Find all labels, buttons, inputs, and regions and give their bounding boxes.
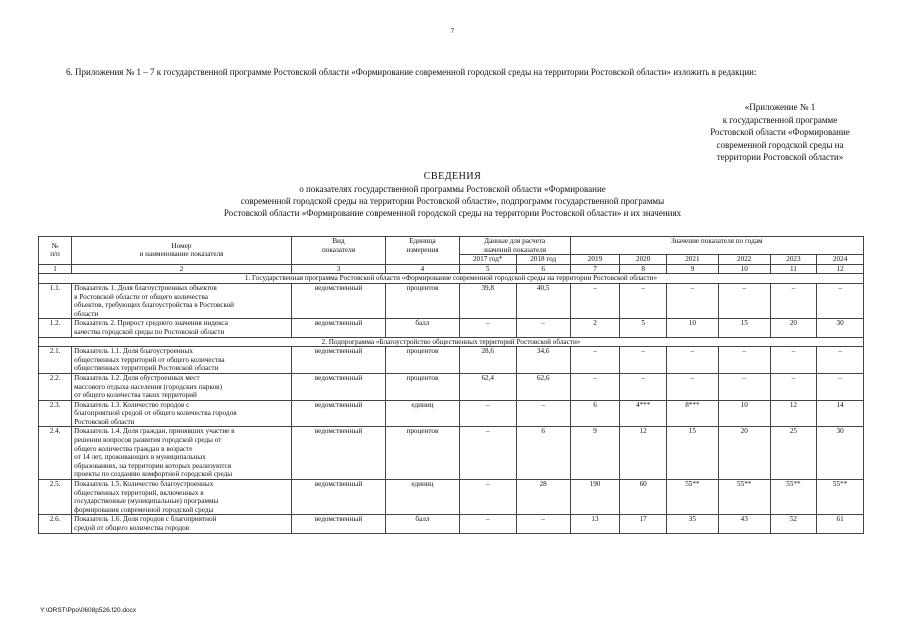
table-row [39,480,864,515]
value-cell: 10 [718,400,770,427]
indicator-type: ведомственный [291,373,385,400]
value-cell: – [570,347,620,374]
heading-title: СВЕДЕНИЯ [423,171,482,182]
value-cell: 60 [620,480,667,515]
column-number: 2 [72,264,292,274]
value-cell: 190 [570,480,620,515]
header-year: 2022 [718,255,770,265]
value-cell: 12 [620,427,667,480]
value-cell: 14 [817,400,864,427]
section-row [39,274,864,284]
value-cell: 55** [666,480,718,515]
value-cell: 6 [516,427,570,480]
footer-file-path: Y:\ORST\Ppo\0608p526.f20.docx [40,607,137,614]
measure-unit: процентов [386,427,460,480]
heading-line: о показателях государственной программы Ростовской области «Формирование [299,184,606,194]
indicator-name: Показатель 1.6. Доля городов с благоприятной средой от общего количества городов [72,515,292,533]
value-cell: 2 [570,319,620,337]
appendix-note-line: к государственной программе [722,114,838,125]
measure-unit: единиц [386,480,460,515]
value-cell: – [770,373,817,400]
value-cell: 61 [817,515,864,533]
indicator-type: ведомственный [291,480,385,515]
value-cell: 62,6 [516,373,570,400]
document-heading [0,171,905,219]
table-row [39,347,864,374]
value-cell: 8*** [666,400,718,427]
value-cell: – [570,373,620,400]
value-cell: – [570,283,620,318]
indicator-name: Показатель 1. Доля благоустроенных объектов в Ростовской области от общего количества объектов, требующих благоустройства в Ростовской области [72,283,292,318]
value-cell: – [770,347,817,374]
value-cell: 35 [666,515,718,533]
value-cell: – [620,347,667,374]
value-cell: 55** [817,480,864,515]
indicator-type: ведомственный [291,400,385,427]
header-year: 2023 [770,255,817,265]
value-cell: – [459,400,516,427]
value-cell: 15 [666,427,718,480]
value-cell: – [459,515,516,533]
value-cell: – [459,480,516,515]
value-cell: – [817,347,864,374]
value-cell: 55** [770,480,817,515]
indicator-name: Показатель 1.5. Количество благоустроенных общественных территорий, включенных в государственные (муниципальные) программы формирования современной городской среды [72,480,292,515]
row-number: 2.1. [39,347,72,374]
header-year: 2024 [817,255,864,265]
indicator-name: Показатель 1.2. Доля обустроенных мест массового отдыха населения (городских парков) от общего количества таких территорий [72,373,292,400]
column-number-row [39,264,864,274]
value-cell: 28,6 [459,347,516,374]
measure-unit: балл [386,319,460,337]
value-cell: 12 [770,400,817,427]
header-year: 2018 год [516,255,570,265]
table-row [39,400,864,427]
value-cell: – [817,283,864,318]
section-title: 2. Подпрограмма «Благоустройство общественных территорий Ростовской области» [39,337,864,347]
appendix-note-line: «Приложение № 1 [744,102,816,112]
intro-paragraph: 6. Приложения № 1 – 7 к государственной программе Ростовской области «Формирование современной городской среды на территории Ростовской области» изложить в редакции: [66,67,757,77]
indicator-name: Показатель 1.3. Количество городов с благоприятной средой от общего количества городов Ростовской области [72,400,292,427]
value-cell: 9 [570,427,620,480]
value-cell: 62,4 [459,373,516,400]
column-number: 5 [459,264,516,274]
value-cell: 6 [570,400,620,427]
value-cell: 25 [770,427,817,480]
row-number: 1.1. [39,283,72,318]
value-cell: 40,5 [516,283,570,318]
value-cell: – [817,373,864,400]
indicator-type: ведомственный [291,427,385,480]
column-number: 3 [291,264,385,274]
indicator-name: Показатель 1.4. Доля граждан, принявших участие в решении вопросов развития городской среды от общего количества граждан в возрасте от 14 лет, проживающих в муниципальных образованиях, на территории которых реализуются проекты по созданию комфортной городской среды [72,427,292,480]
value-cell: – [666,283,718,318]
measure-unit: процентов [386,373,460,400]
header-year: 2021 [666,255,718,265]
table-row [39,427,864,480]
value-cell: 39,8 [459,283,516,318]
value-cell: 13 [570,515,620,533]
value-cell: 30 [817,319,864,337]
column-number: 11 [770,264,817,274]
indicators-table [38,236,864,534]
header-name: Номер и наименование показателя [72,237,292,265]
value-cell: 10 [666,319,718,337]
measure-unit: единиц [386,400,460,427]
page-number: 7 [450,27,455,35]
indicator-type: ведомственный [291,283,385,318]
header-year: 2017 год* [459,255,516,265]
header-values-by-year: Значение показателя по годам [570,237,863,255]
value-cell: 55** [718,480,770,515]
value-cell: 5 [620,319,667,337]
header-year: 2020 [620,255,667,265]
appendix-note-line: современной городской среды на [716,139,844,150]
header-base-data: Данные для расчета значений показателя [459,237,570,255]
row-number: 2.6. [39,515,72,533]
value-cell: – [459,427,516,480]
table-row [39,373,864,400]
value-cell: 43 [718,515,770,533]
value-cell: – [718,283,770,318]
row-number: 2.3. [39,400,72,427]
column-number: 8 [620,264,667,274]
value-cell: 30 [817,427,864,480]
column-number: 10 [718,264,770,274]
indicator-name: Показатель 2. Прирост среднего значения индекса качества городской среды по Ростовской области [72,319,292,337]
value-cell: 28 [516,480,570,515]
value-cell: – [666,347,718,374]
value-cell: – [718,347,770,374]
value-cell: – [620,283,667,318]
column-number: 4 [386,264,460,274]
section-title: 1. Государственная программа Ростовской области «Формирование современной городской среды на территории Ростовской области» [39,274,864,284]
value-cell: – [718,373,770,400]
value-cell: 4*** [620,400,667,427]
table-row [39,283,864,318]
value-cell: 34,6 [516,347,570,374]
heading-line: Ростовской области «Формирование современной городской среды на территории Ростовской области» и их значениях [223,208,682,218]
table-row [39,319,864,337]
value-cell: 52 [770,515,817,533]
value-cell: – [516,400,570,427]
value-cell: – [666,373,718,400]
column-number: 12 [817,264,864,274]
header-type: Вид показателя [291,237,385,265]
appendix-note [690,101,870,164]
row-number: 2.5. [39,480,72,515]
row-number: 2.2. [39,373,72,400]
row-number: 1.2. [39,319,72,337]
value-cell: 17 [620,515,667,533]
indicator-name: Показатель 1.1. Доля благоустроенных общественных территорий от общего количества общественных территорий Ростовской области [72,347,292,374]
heading-line: современной городской среды на территории Ростовской области», подпрограмм государственной программы [240,196,665,206]
indicator-type: ведомственный [291,515,385,533]
header-year: 2019 [570,255,620,265]
measure-unit: процентов [386,283,460,318]
value-cell: 20 [718,427,770,480]
value-cell: 15 [718,319,770,337]
column-number: 6 [516,264,570,274]
header-unit: Единица измерения [386,237,460,265]
measure-unit: процентов [386,347,460,374]
column-number: 7 [570,264,620,274]
measure-unit: балл [386,515,460,533]
indicator-type: ведомственный [291,347,385,374]
row-number: 2.4. [39,427,72,480]
table-row [39,515,864,533]
appendix-note-line: территории Ростовской области» [716,152,844,162]
value-cell: – [516,319,570,337]
value-cell: – [459,319,516,337]
section-row [39,337,864,347]
header-num: № п/п [39,237,72,265]
value-cell: – [516,515,570,533]
column-number: 1 [39,264,72,274]
indicator-type: ведомственный [291,319,385,337]
column-number: 9 [666,264,718,274]
value-cell: – [620,373,667,400]
value-cell: 20 [770,319,817,337]
value-cell: – [770,283,817,318]
appendix-note-line: Ростовской области «Формирование [710,127,850,137]
